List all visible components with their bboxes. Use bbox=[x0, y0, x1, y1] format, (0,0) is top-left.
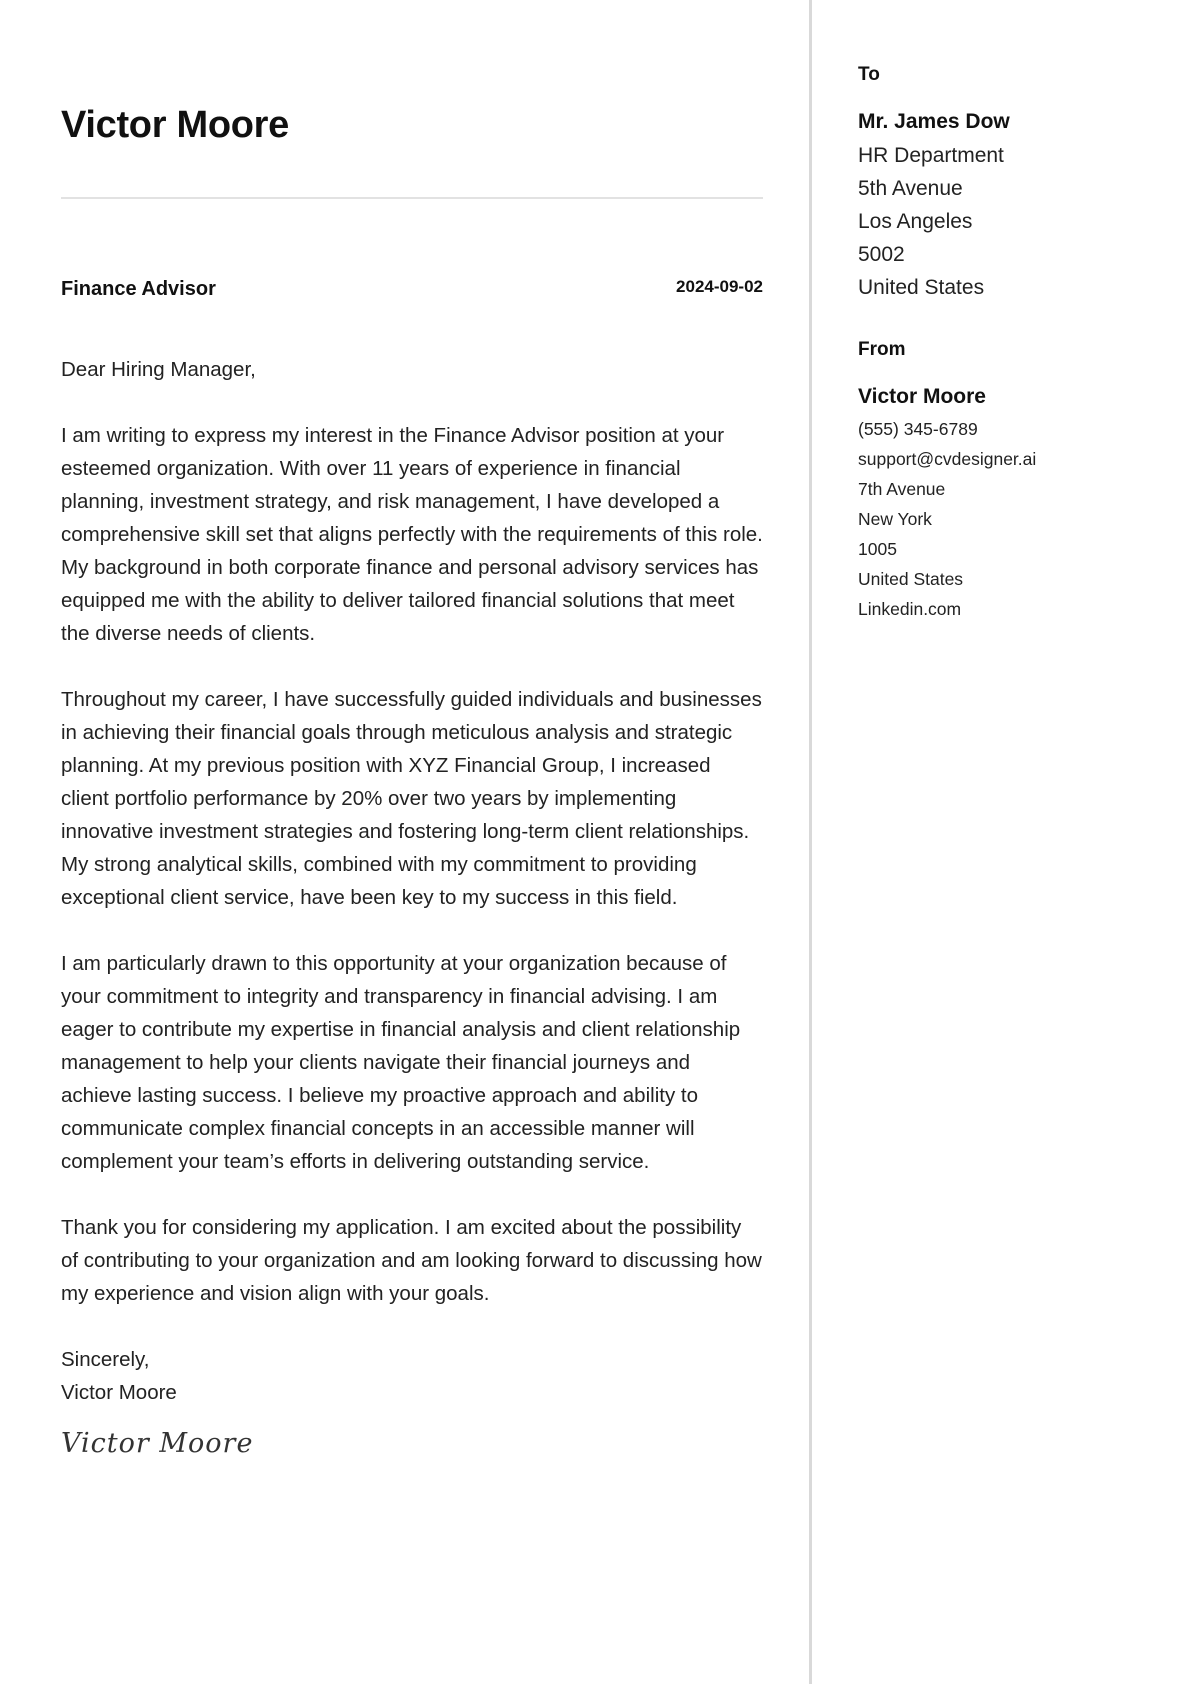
sender-contact-block bbox=[858, 384, 1036, 624]
sender-linkedin: Linkedin.com bbox=[858, 599, 962, 619]
letter-paragraph: Throughout my career, I have successfully guided individuals and businesses in achieving their financial goals through meticulous analysis and strategic planning. At my previous position with XYZ Financial Group, I increased client portfolio performance by 20% over two years by implementing innovative investment strategies and fostering long-term client relationships. My strong analytical skills, combined with my commitment to providing exceptional client service, have been key to my success in this field. bbox=[61, 688, 762, 909]
letter-greeting: Dear Hiring Manager, bbox=[61, 358, 256, 381]
job-title: Finance Advisor bbox=[61, 278, 216, 300]
recipient-address-line: HR Department bbox=[858, 144, 1004, 167]
from-heading: From bbox=[858, 339, 906, 360]
letter-paragraph: I am particularly drawn to this opportunity at your organization because of your commitment to integrity and transparency in financial advising. I am eager to contribute my expertise in financial analysis and client relationship management to help your clients navigate their financial journeys and achieve lasting success. I believe my proactive approach and ability to communicate complex financial concepts in an accessible manner will complement your team’s efforts in delivering outstanding service. bbox=[61, 952, 741, 1173]
recipient-name: Mr. James Dow bbox=[858, 110, 1010, 133]
sender-phone: (555) 345-6789 bbox=[858, 419, 978, 439]
sender-email: support@cvdesigner.ai bbox=[858, 449, 1037, 469]
recipient-address-line: 5002 bbox=[858, 243, 905, 266]
sender-name-heading: Victor Moore bbox=[61, 104, 289, 146]
column-divider bbox=[809, 0, 812, 1684]
recipient-address-line: United States bbox=[858, 276, 985, 299]
handwritten-signature: Victor Moore bbox=[61, 1428, 254, 1459]
sender-address-line: 7th Avenue bbox=[858, 479, 946, 499]
letter-paragraph: I am writing to express my interest in the Finance Advisor position at your esteemed organization. With over 11 years of experience in financial planning, investment strategy, and risk management, I have developed a comprehensive skill set that aligns perfectly with the requirements of this role. My background in both corporate finance and personal advisory services has equipped me with the ability to deliver tailored financial solutions that meet the diverse needs of clients. bbox=[61, 424, 763, 645]
recipient-address-line: 5th Avenue bbox=[858, 177, 963, 200]
letter-closing-name: Victor Moore bbox=[61, 1381, 177, 1404]
recipient-address-line: Los Angeles bbox=[858, 210, 973, 233]
letter-date: 2024-09-02 bbox=[676, 277, 763, 296]
header-divider bbox=[61, 197, 763, 199]
sender-address-line: New York bbox=[858, 509, 932, 529]
letter-closing: Sincerely, bbox=[61, 1348, 150, 1371]
letter-paragraph: Thank you for considering my application. I am excited about the possibility of contributing to your organization and am looking forward to discussing how my experience and vision align with your goals. bbox=[61, 1216, 762, 1305]
recipient-address-block bbox=[858, 109, 1010, 304]
sender-address-line: 1005 bbox=[858, 539, 897, 559]
to-heading: To bbox=[858, 64, 880, 85]
sender-contact-name: Victor Moore bbox=[858, 385, 986, 408]
sender-address-line: United States bbox=[858, 569, 964, 589]
letter-body bbox=[61, 353, 763, 1460]
